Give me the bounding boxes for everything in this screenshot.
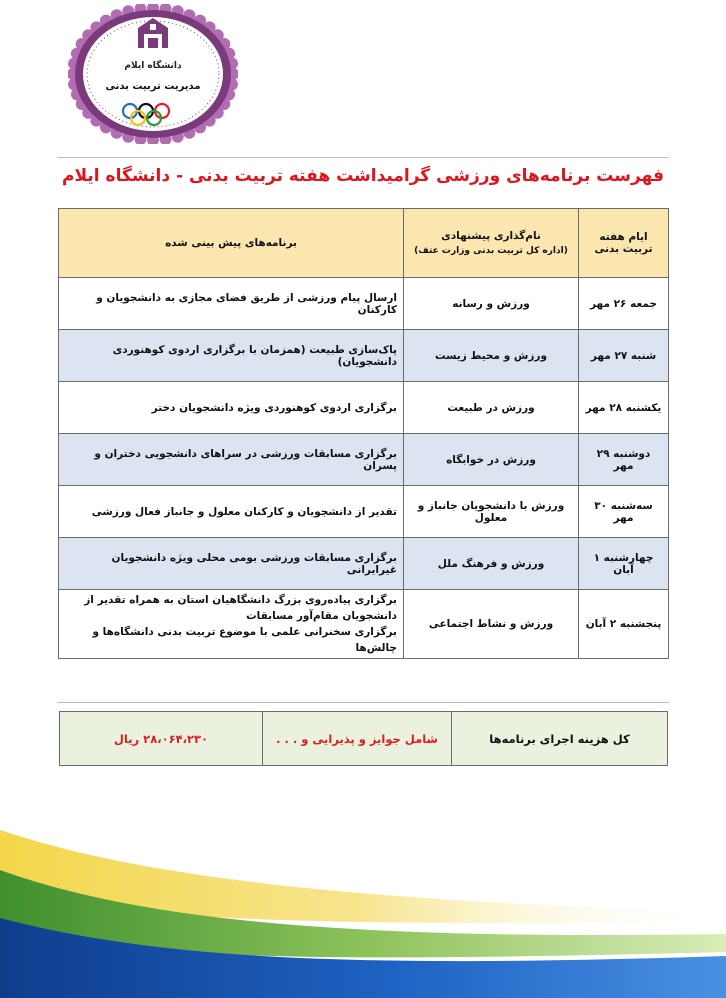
title-divider [57, 157, 669, 158]
cell-day: جمعه ۲۶ مهر [579, 278, 669, 330]
header-name-sub: (اداره کل تربیت بدنی وزارت عتف) [414, 246, 568, 256]
schedule-table [58, 208, 669, 659]
decorative-swoosh [0, 830, 726, 998]
cell-programs: برگزاری مسابقات ورزشی بومی محلی ویژه دانشجویان غیرایرانی [59, 538, 404, 590]
cell-programs: برگزاری مسابقات ورزشی در سراهای دانشجویی دختران و پسران [59, 434, 404, 486]
logo-university-name: دانشگاه ایلام [124, 61, 182, 71]
table-row [59, 330, 669, 382]
cost-value: ۲۸،۰۶۴،۲۳۰ ریال [60, 712, 263, 766]
cell-name: ورزش و نشاط اجتماعی [404, 590, 579, 659]
cell-day: یکشنبه ۲۸ مهر [579, 382, 669, 434]
cell-name: ورزش و محیط زیست [404, 330, 579, 382]
program-line: برگزاری سخنرانی علمی با موضوع تربیت بدنی دانشگاه‌ها و چالش‌ها [92, 626, 397, 654]
program-line: برگزاری پیاده‌روی بزرگ دانشگاهیان استان به همراه تقدیر از [84, 594, 397, 606]
header-programs: برنامه‌های پیش بینی شده [59, 209, 404, 278]
cell-day: دوشنبه ۲۹ مهر [579, 434, 669, 486]
logo-department-name: مدیریت تربیت بدنی [105, 81, 201, 92]
cell-programs: تقدیر از دانشجویان و کارکنان معلول و جانباز فعال ورزشی [59, 486, 404, 538]
cell-day: پنجشنبه ۲ آبان [579, 590, 669, 659]
cell-day: چهارشنبه ۱ آبان [579, 538, 669, 590]
header-name-main: نام‌گذاری پیشنهادی [441, 230, 541, 242]
header-name [404, 209, 579, 278]
cost-note: شامل جوایز و پذیرایی و . . . [263, 712, 452, 766]
program-line: دانشجویان مقام‌آور مسابقات [246, 610, 397, 622]
cell-day: شنبه ۲۷ مهر [579, 330, 669, 382]
cell-name: ورزش در خوابگاه [404, 434, 579, 486]
university-logo-seal [68, 4, 238, 144]
cell-name: ورزش در طبیعت [404, 382, 579, 434]
cell-name: ورزش و فرهنگ ملل [404, 538, 579, 590]
cell-programs: پاک‌سازی طبیعت (همزمان با برگزاری اردوی کوهنوردی دانشجویان) [59, 330, 404, 382]
cost-divider [57, 702, 669, 703]
cost-label: کل هزینه اجرای برنامه‌ها [452, 712, 668, 766]
header-day: ایام هفته تربیت بدنی [579, 209, 669, 278]
cell-day: سه‌شنبه ۳۰ مهر [579, 486, 669, 538]
table-row [59, 278, 669, 330]
logo-seal-graphic [68, 4, 238, 144]
cell-programs: برگزاری اردوی کوهنوردی ویژه دانشجویان دختر [59, 382, 404, 434]
cell-name: ورزش با دانشجویان جانباز و معلول [404, 486, 579, 538]
page-title: فهرست برنامه‌های ورزشی گرامیداشت هفته تربیت بدنی - دانشگاه ایلام [62, 166, 664, 186]
cell-programs [59, 590, 404, 659]
cost-table [59, 711, 668, 766]
table-row [59, 486, 669, 538]
swoosh-graphic [0, 830, 726, 998]
table-row [59, 538, 669, 590]
cost-row [60, 712, 668, 766]
table-row [59, 590, 669, 659]
cell-name: ورزش و رسانه [404, 278, 579, 330]
table-row [59, 382, 669, 434]
table-row [59, 434, 669, 486]
table-header-row [59, 209, 669, 278]
cell-programs: ارسال پیام ورزشی از طریق فضای مجازی به دانشجویان و کارکنان [59, 278, 404, 330]
